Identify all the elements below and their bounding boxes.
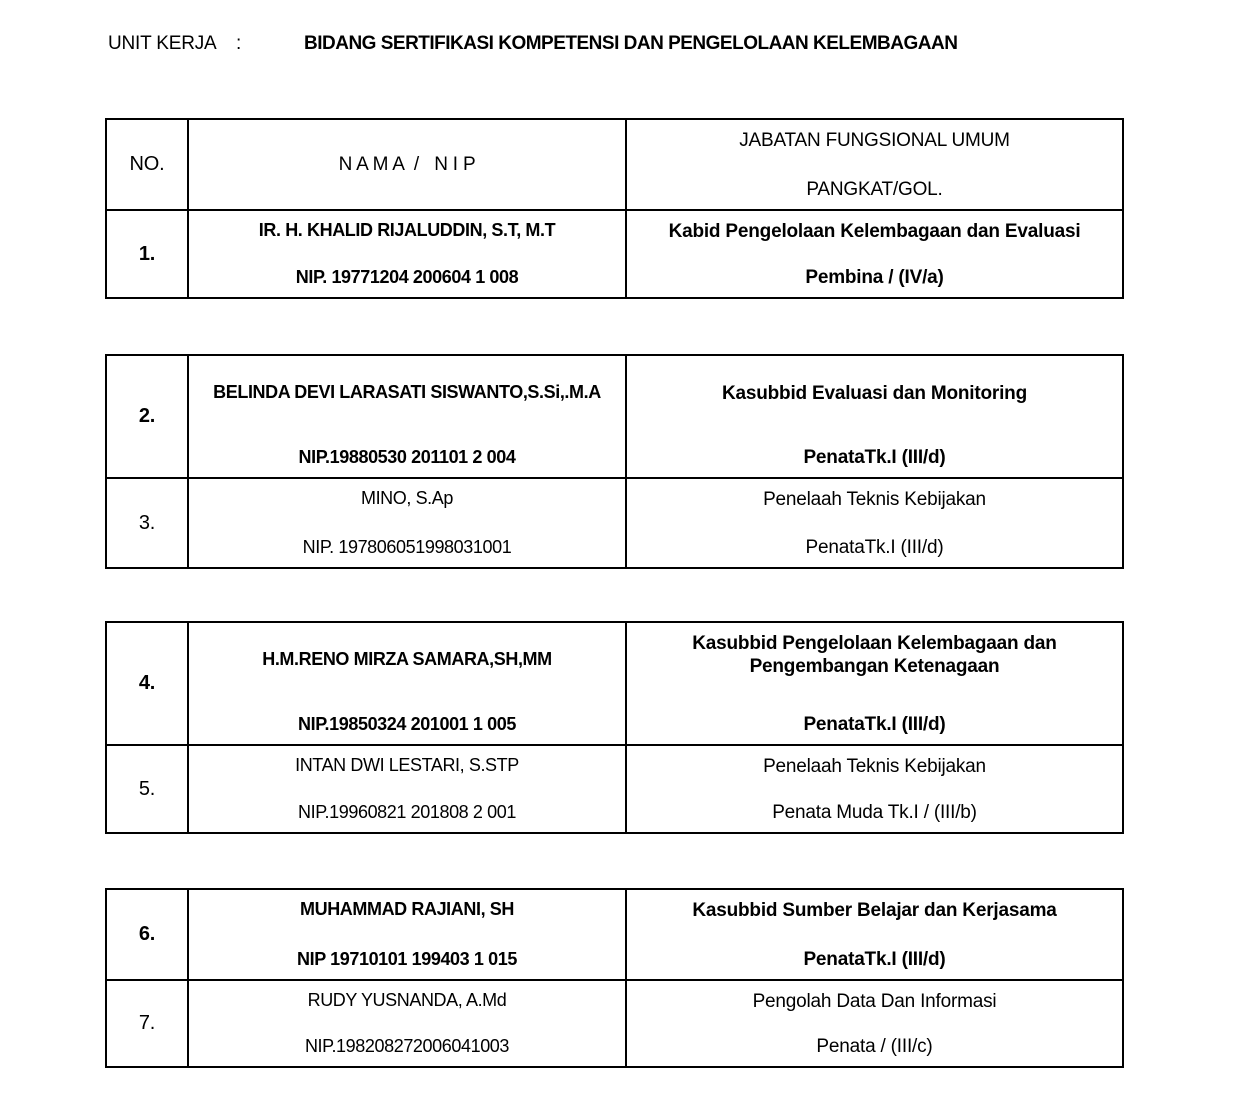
jabatan-pangkat-cell (625, 356, 1122, 477)
row-number-cell (107, 623, 187, 744)
employee-nip: NIP.19880530 201101 2 004 (298, 447, 516, 468)
row-number: 2. (138, 405, 156, 428)
header-jabatan-cell (625, 120, 1122, 209)
employee-name: INTAN DWI LESTARI, S.STP (295, 755, 519, 775)
employee-nip: NIP.19850324 201001 1 005 (298, 714, 516, 735)
name-nip-cell (187, 356, 625, 477)
table-block-4 (105, 888, 1124, 1068)
name-nip-cell (187, 623, 625, 744)
employee-jabatan: Penelaah Teknis Kebijakan (763, 756, 986, 777)
employee-pangkat: PenataTk.I (III/d) (803, 446, 946, 468)
table-block-2 (105, 354, 1124, 569)
row-number: 5. (138, 777, 156, 800)
employee-name: MUHAMMAD RAJIANI, SH (300, 899, 514, 919)
row-number: 6. (138, 923, 156, 946)
header-no-label: NO. (129, 153, 165, 176)
jabatan-pangkat-cell (625, 744, 1122, 832)
employee-nip: NIP. 197806051998031001 (302, 537, 512, 558)
header-nama-label: N A M A / N I P (338, 153, 476, 175)
employee-name: H.M.RENO MIRZA SAMARA,SH,MM (262, 649, 552, 669)
name-nip-cell (187, 890, 625, 979)
unit-kerja-line (108, 33, 957, 55)
employee-name: RUDY YUSNANDA, A.Md (307, 990, 507, 1010)
jabatan-pangkat-cell (625, 890, 1122, 979)
jabatan-pangkat-cell (625, 623, 1122, 744)
employee-pangkat: PenataTk.I (III/d) (803, 948, 946, 970)
header-no-cell (107, 120, 187, 209)
jabatan-pangkat-cell (625, 979, 1122, 1066)
employee-nip: NIP 19710101 199403 1 015 (297, 949, 517, 970)
table-block-1 (105, 118, 1124, 299)
row-number: 4. (138, 672, 156, 695)
employee-nip: NIP.19960821 201808 2 001 (298, 802, 516, 823)
header-pangkat-label: PANGKAT/GOL. (806, 178, 943, 200)
name-nip-cell (187, 744, 625, 832)
employee-pangkat: Pembina / (IV/a) (805, 266, 944, 288)
row-number-cell (107, 209, 187, 297)
row-number: 3. (138, 511, 156, 534)
employee-name: MINO, S.Ap (360, 488, 454, 508)
row-number-cell (107, 477, 187, 567)
name-nip-cell (187, 477, 625, 567)
employee-pangkat: Penata Muda Tk.I / (III/b) (772, 801, 977, 823)
employee-name: IR. H. KHALID RIJALUDDIN, S.T, M.T (258, 220, 556, 240)
unit-kerja-colon: : (236, 33, 242, 54)
row-number-cell (107, 890, 187, 979)
employee-jabatan: Kasubbid Pengelolaan Kelembagaan dan Pengembangan Ketenagaan (692, 633, 1057, 678)
row-number: 7. (138, 1012, 156, 1035)
row-number-cell (107, 744, 187, 832)
table-block-3 (105, 621, 1124, 834)
employee-nip: NIP.198208272006041003 (304, 1036, 510, 1057)
jabatan-pangkat-cell (625, 477, 1122, 567)
employee-pangkat: Penata / (III/c) (816, 1035, 933, 1057)
header-jabatan-label: JABATAN FUNGSIONAL UMUM (739, 130, 1010, 151)
row-number: 1. (138, 242, 156, 265)
employee-jabatan: Penelaah Teknis Kebijakan (763, 489, 986, 510)
row-number-cell (107, 356, 187, 477)
employee-nip: NIP. 19771204 200604 1 008 (295, 267, 519, 288)
employee-jabatan: Pengolah Data Dan Informasi (752, 991, 997, 1012)
employee-pangkat: PenataTk.I (III/d) (805, 536, 944, 558)
header-nama-cell (187, 120, 625, 209)
employee-jabatan: Kasubbid Evaluasi dan Monitoring (721, 383, 1027, 404)
employee-pangkat: PenataTk.I (III/d) (803, 713, 946, 735)
employee-jabatan: Kabid Pengelolaan Kelembagaan dan Evaluasi (668, 221, 1081, 242)
name-nip-cell (187, 209, 625, 297)
name-nip-cell (187, 979, 625, 1066)
jabatan-pangkat-cell (625, 209, 1122, 297)
unit-kerja-label: UNIT KERJA (108, 33, 217, 54)
employee-name: BELINDA DEVI LARASATI SISWANTO,S.Si,.M.A (213, 382, 601, 402)
unit-kerja-value: BIDANG SERTIFIKASI KOMPETENSI DAN PENGELOLAAN KELEMBAGAAN (304, 33, 958, 54)
row-number-cell (107, 979, 187, 1066)
employee-jabatan: Kasubbid Sumber Belajar dan Kerjasama (692, 900, 1057, 921)
